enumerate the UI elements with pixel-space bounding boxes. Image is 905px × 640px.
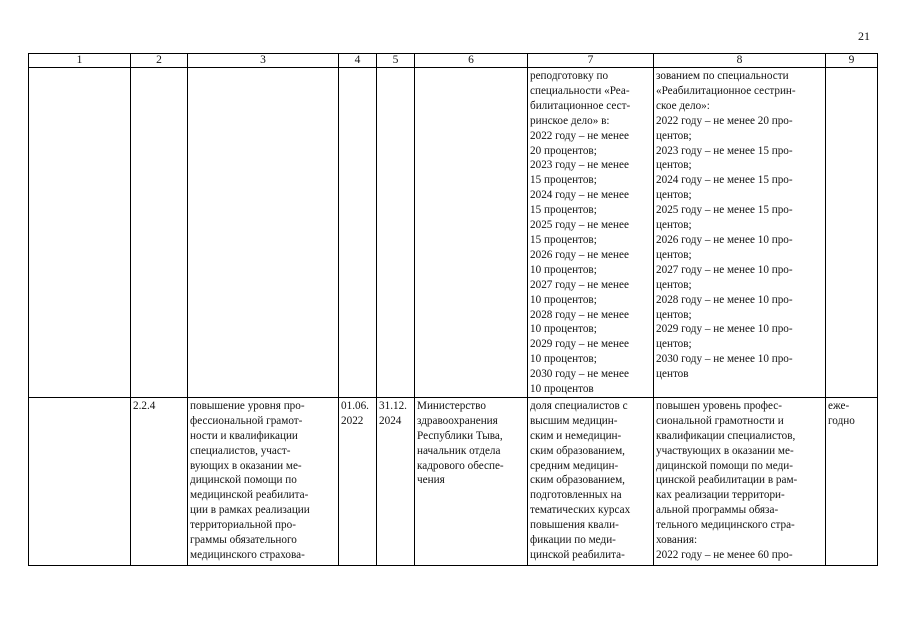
text-line: 15 процентов; — [530, 174, 597, 187]
text-line: ках реализации территори- — [656, 489, 785, 502]
cell-periodicity — [826, 397, 878, 565]
text-line: альной программы обяза- — [656, 504, 779, 517]
text-line: здравоохранения — [417, 414, 498, 427]
text-line: 2029 году – не менее 10 про- — [656, 323, 793, 336]
text-line: 15 процентов; — [530, 204, 597, 217]
text-line: фикации по меди- — [530, 534, 616, 547]
text-line: 01.06. — [341, 399, 369, 412]
cell-result — [654, 68, 826, 398]
text-line: 2026 году – не менее 10 про- — [656, 233, 793, 246]
cell-empty — [377, 68, 415, 398]
text-line: 2022 году – не менее 20 про- — [656, 114, 793, 127]
text-line: ское дело»: — [656, 99, 710, 112]
text-line: 2028 году – не менее 10 про- — [656, 293, 793, 306]
text-line: центов; — [656, 189, 692, 202]
cell-result — [654, 397, 826, 565]
header-col-6: 6 — [415, 54, 528, 68]
text-line: 15 процентов; — [530, 233, 597, 246]
text-line: дицинской помощи по меди- — [656, 459, 793, 472]
cell-empty — [188, 68, 339, 398]
header-col-4: 4 — [339, 54, 377, 68]
cell-empty — [415, 68, 528, 398]
text-line: средним медицин- — [530, 459, 619, 472]
header-col-3: 3 — [188, 54, 339, 68]
text-line: 2026 году – не менее — [530, 248, 629, 261]
header-row — [29, 54, 878, 68]
text-line: медицинского страхова- — [190, 549, 305, 561]
cell-empty — [131, 68, 188, 398]
text-line: ности и квалификации — [190, 429, 298, 442]
text-line: начальник отдела — [417, 444, 501, 457]
text-line: 2030 году – не менее — [530, 368, 629, 381]
cell-indicator — [528, 68, 654, 398]
text-line: ским и немедицин- — [530, 429, 622, 442]
text-line: 2027 году – не менее 10 про- — [656, 263, 793, 276]
text-line: доля специалистов с — [530, 399, 628, 412]
text-line: сиональной грамотности и — [656, 414, 784, 427]
cell-empty — [29, 397, 131, 565]
text-line: 2024 году – не менее — [530, 189, 629, 202]
text-line: специальности «Реа- — [530, 84, 630, 97]
text-line: медицинской реабилита- — [190, 489, 309, 502]
text-line: дицинской помощи по — [190, 474, 297, 487]
text-line: 2023 году – не менее 15 про- — [656, 144, 793, 157]
text-line: 2030 году – не менее 10 про- — [656, 353, 793, 366]
cell-empty — [29, 68, 131, 398]
text-line: 2025 году – не менее — [530, 219, 629, 232]
cell-start-date — [339, 397, 377, 565]
text-line: кадрового обеспе- — [417, 459, 504, 472]
text-line: реподготовку по — [530, 70, 609, 82]
text-line: 2025 году – не менее 15 про- — [656, 204, 793, 217]
text-line: 2029 году – не менее — [530, 338, 629, 351]
text-line: центов; — [656, 159, 692, 172]
text-line: 10 процентов — [530, 383, 594, 396]
cell-indicator — [528, 397, 654, 565]
text-line: хования: — [656, 534, 698, 547]
header-col-2: 2 — [131, 54, 188, 68]
text-line: повышен уровень профес- — [656, 399, 782, 412]
text-line: повышение уровня про- — [190, 399, 305, 412]
table-row — [29, 68, 878, 398]
text-line: чения — [417, 474, 445, 487]
header-col-1: 1 — [29, 54, 131, 68]
cell-item-number: 2.2.4 — [131, 397, 188, 565]
cell-end-date — [377, 397, 415, 565]
text-line: цинской реабилитации в рам- — [656, 474, 798, 487]
text-line: 2028 году – не менее — [530, 308, 629, 321]
text-line: билитационное сест- — [530, 99, 631, 112]
text-line: 31.12. — [379, 399, 407, 412]
text-line: годно — [828, 414, 855, 427]
text-line: центов — [656, 368, 689, 381]
text-line: фессиональной грамот- — [190, 414, 303, 427]
header-col-7: 7 — [528, 54, 654, 68]
text-line: 2023 году – не менее — [530, 159, 629, 172]
text-line: тельного медицинского стра- — [656, 519, 795, 532]
text-line: еже- — [828, 399, 850, 412]
text-line: 10 процентов; — [530, 263, 597, 276]
text-line: 2022 году – не менее 60 про- — [656, 549, 793, 561]
text-line: зованием по специальности — [656, 70, 789, 82]
cell-empty — [826, 68, 878, 398]
table-row — [29, 397, 878, 565]
text-line: территориальной про- — [190, 519, 296, 532]
cell-activity — [188, 397, 339, 565]
text-line: 20 процентов; — [530, 144, 597, 157]
text-line: центов; — [656, 219, 692, 232]
text-line: 10 процентов; — [530, 353, 597, 366]
text-line: «Реабилитационное сестрин- — [656, 84, 796, 97]
text-line: граммы обязательного — [190, 534, 297, 547]
text-line: 10 процентов; — [530, 323, 597, 336]
text-line: участвующих в оказании ме- — [656, 444, 794, 457]
text-line: специалистов, участ- — [190, 444, 291, 457]
text-line: подготовленных на — [530, 489, 622, 502]
text-line: повышения квали- — [530, 519, 619, 532]
text-line: центов; — [656, 278, 692, 291]
page-number: 21 — [858, 29, 870, 43]
text-line: ским образованием, — [530, 474, 625, 487]
text-line: вующих в оказании ме- — [190, 459, 302, 472]
cell-responsible — [415, 397, 528, 565]
text-line: центов; — [656, 308, 692, 321]
text-line: 2024 году – не менее 15 про- — [656, 174, 793, 187]
text-line: ции в рамках реализации — [190, 504, 310, 517]
plan-table — [28, 53, 878, 566]
text-line: 2027 году – не менее — [530, 278, 629, 291]
cell-empty — [339, 68, 377, 398]
text-line: тематических курсах — [530, 504, 631, 517]
text-line: высшим медицин- — [530, 414, 618, 427]
text-line: центов; — [656, 338, 692, 351]
text-line: 2024 — [379, 414, 402, 427]
text-line: квалификации специалистов, — [656, 429, 796, 442]
text-line: центов; — [656, 248, 692, 261]
header-col-9: 9 — [826, 54, 878, 68]
header-col-8: 8 — [654, 54, 826, 68]
text-line: цинской реабилита- — [530, 549, 625, 561]
text-line: Республики Тыва, — [417, 429, 503, 442]
text-line: 2022 — [341, 414, 364, 427]
text-line: 2022 году – не менее — [530, 129, 629, 142]
text-line: центов; — [656, 129, 692, 142]
header-col-5: 5 — [377, 54, 415, 68]
text-line: Министерство — [417, 399, 486, 412]
text-line: ринское дело» в: — [530, 114, 610, 127]
text-line: ским образованием, — [530, 444, 625, 457]
text-line: 10 процентов; — [530, 293, 597, 306]
